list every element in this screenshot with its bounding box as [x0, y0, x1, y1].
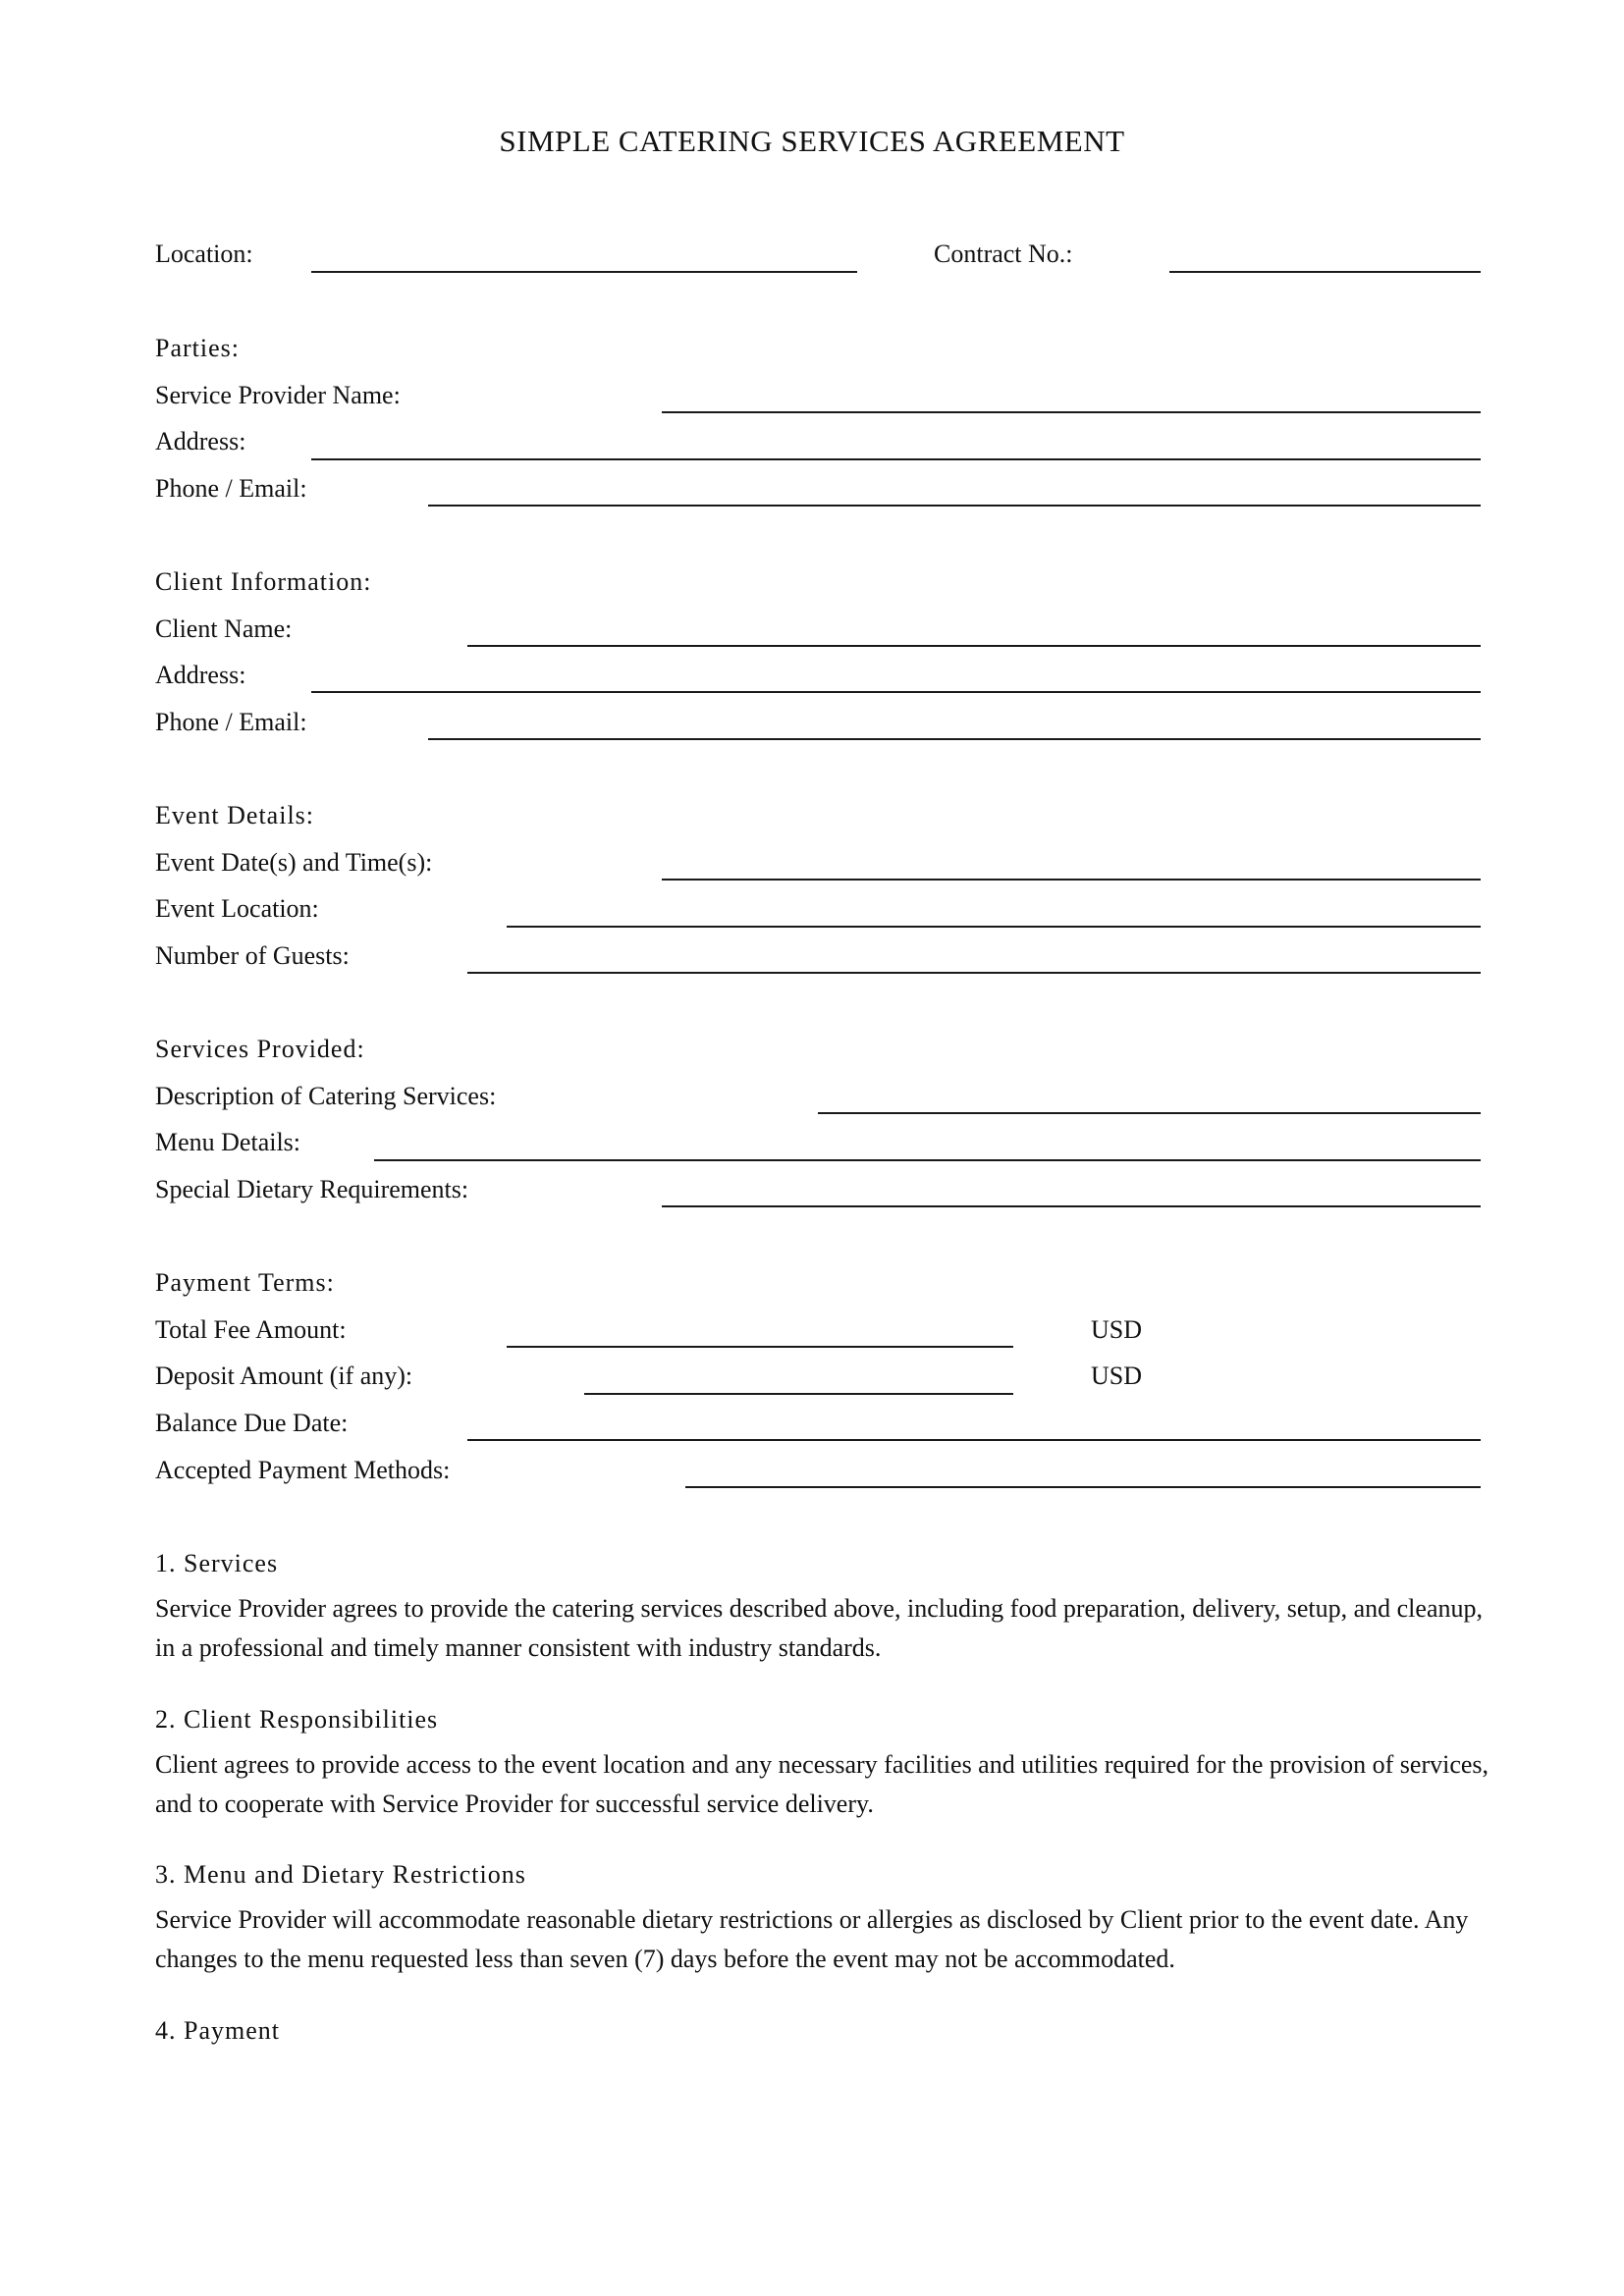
deposit-amount-field[interactable] [584, 1393, 1013, 1395]
provider-phone-email-label: Phone / Email: [155, 474, 307, 503]
total-fee-label: Total Fee Amount: [155, 1315, 347, 1344]
clause-heading: 2. Client Responsibilities [155, 1705, 439, 1734]
clause-heading: 3. Menu and Dietary Restrictions [155, 1860, 526, 1889]
clause-text: Service Provider agrees to provide the catering services described above, including food preparation, delivery, setup, and cleanup, in a professional and timely manner consistent with industry standards. [155, 1594, 1483, 1662]
client-address-label: Address: [155, 661, 246, 689]
contract-no-label: Contract No.: [934, 240, 1073, 268]
deposit-amount-label: Deposit Amount (if any): [155, 1362, 413, 1390]
client-info-heading: Client Information: [155, 567, 372, 596]
payment-methods-field[interactable] [685, 1486, 1481, 1488]
deposit-currency: USD [1091, 1362, 1143, 1390]
number-of-guests-label: Number of Guests: [155, 941, 350, 970]
contract-no-field[interactable] [1169, 271, 1481, 273]
clause-text: Service Provider will accommodate reasonable dietary restrictions or allergies as disclosed by Client prior to the event date. Any changes to the menu requested less than seven (7) days before the event may not be accommodated. [155, 1905, 1469, 1973]
balance-due-date-label: Balance Due Date: [155, 1409, 349, 1437]
parties-heading: Parties: [155, 334, 240, 362]
services-description-field[interactable] [818, 1112, 1481, 1114]
services-description-label: Description of Catering Services: [155, 1082, 497, 1110]
balance-due-date-field[interactable] [467, 1439, 1481, 1441]
event-date-time-label: Event Date(s) and Time(s): [155, 848, 433, 877]
dietary-requirements-field[interactable] [662, 1205, 1481, 1207]
provider-phone-email-field[interactable] [428, 505, 1481, 507]
dietary-requirements-label: Special Dietary Requirements: [155, 1175, 469, 1203]
total-fee-field[interactable] [507, 1346, 1013, 1348]
event-details-heading: Event Details: [155, 801, 315, 829]
location-field[interactable] [311, 271, 857, 273]
services-provided-heading: Services Provided: [155, 1035, 365, 1063]
client-phone-email-field[interactable] [428, 738, 1481, 740]
clause-heading: 1. Services [155, 1549, 279, 1577]
clause-text: Client agrees to provide access to the event location and any necessary facilities and utilities required for the provision of services, and to cooperate with Service Provider for successful service delivery. [155, 1750, 1489, 1818]
payment-methods-label: Accepted Payment Methods: [155, 1456, 451, 1484]
client-phone-email-label: Phone / Email: [155, 708, 307, 736]
provider-name-field[interactable] [662, 411, 1481, 413]
provider-address-label: Address: [155, 427, 246, 455]
payment-terms-heading: Payment Terms: [155, 1268, 335, 1297]
provider-name-label: Service Provider Name: [155, 381, 401, 409]
document-title: SIMPLE CATERING SERVICES AGREEMENT [499, 124, 1125, 158]
number-of-guests-field[interactable] [467, 972, 1481, 974]
clause-heading: 4. Payment [155, 2016, 280, 2045]
total-fee-currency: USD [1091, 1315, 1143, 1344]
client-name-field[interactable] [467, 645, 1481, 647]
client-name-label: Client Name: [155, 614, 293, 643]
provider-address-field[interactable] [311, 458, 1481, 460]
location-label: Location: [155, 240, 253, 268]
client-address-field[interactable] [311, 691, 1481, 693]
event-location-label: Event Location: [155, 894, 319, 923]
menu-details-label: Menu Details: [155, 1128, 301, 1156]
menu-details-field[interactable] [374, 1159, 1481, 1161]
event-date-time-field[interactable] [662, 879, 1481, 881]
event-location-field[interactable] [507, 926, 1481, 928]
